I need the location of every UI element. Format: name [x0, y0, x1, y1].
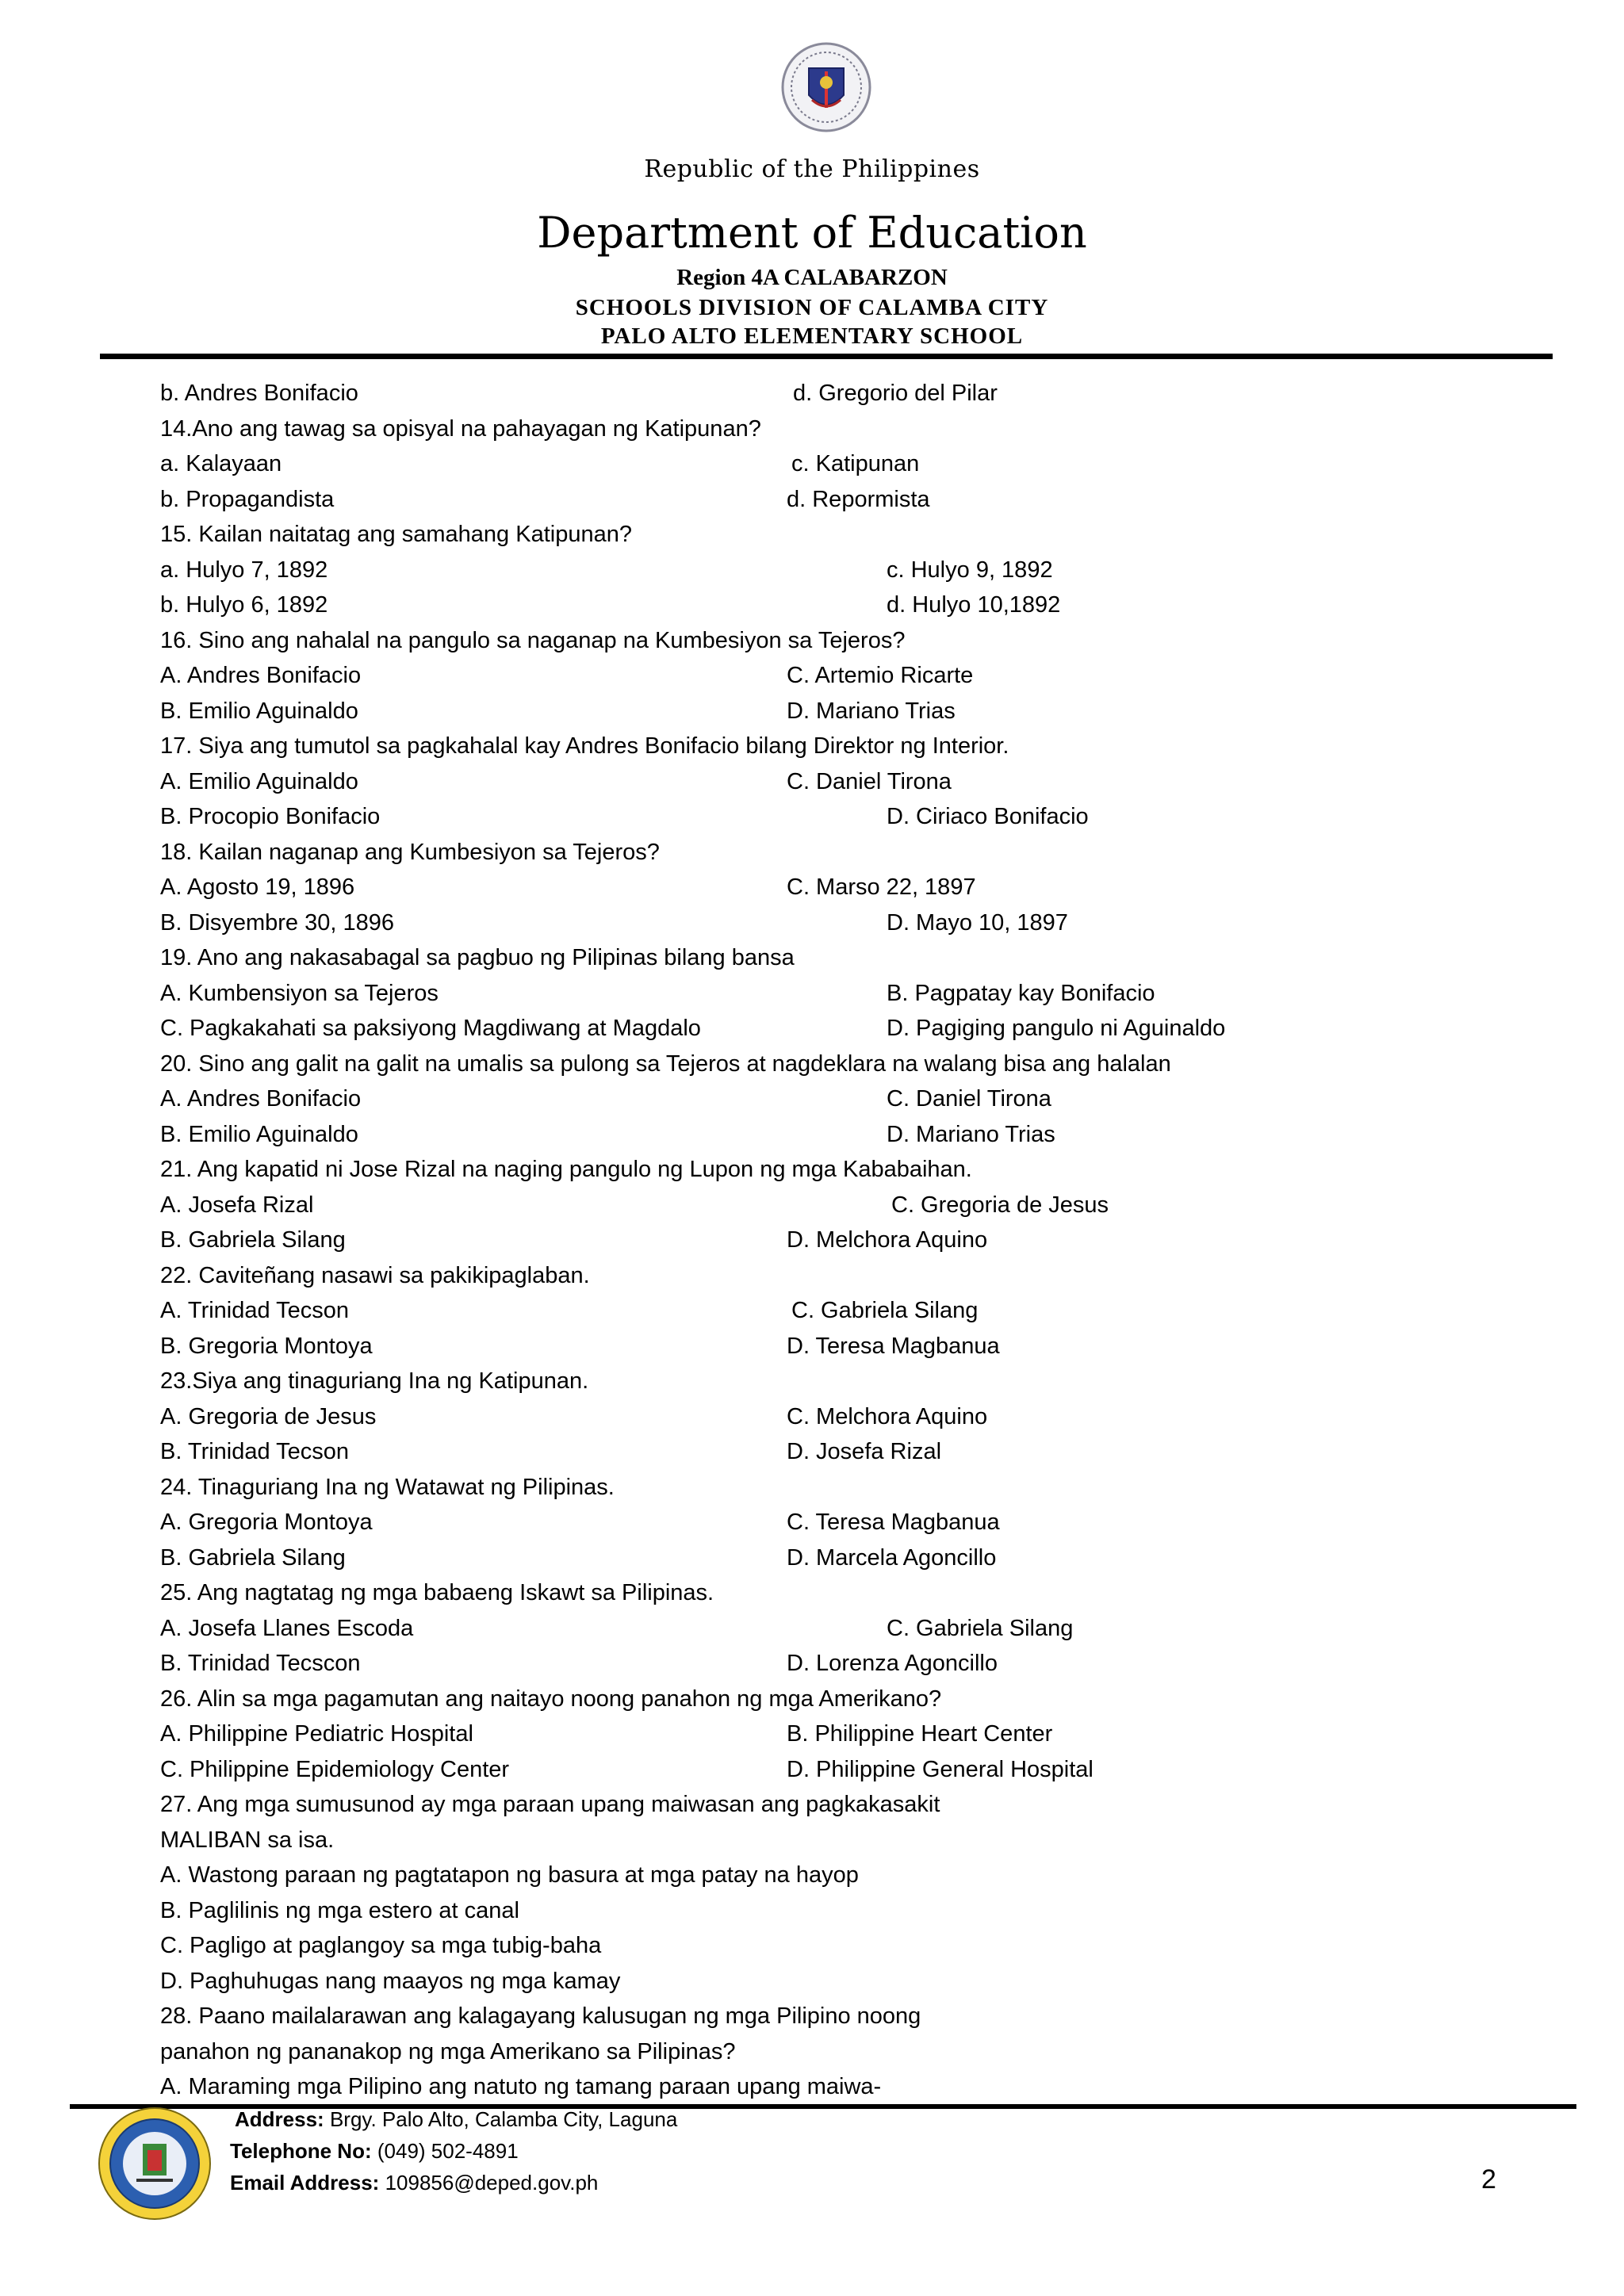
choice-left: A. Philippine Pediatric Hospital — [160, 1721, 473, 1747]
page-number: 2 — [1481, 2164, 1496, 2195]
question-text: 23.Siya ang tinaguriang Ina ng Katipunan. — [160, 1368, 589, 1394]
choice-row — [0, 764, 1624, 800]
choice-row — [0, 799, 1624, 835]
choice-row — [0, 1117, 1624, 1153]
choice-row — [0, 1540, 1624, 1576]
choice-left: b. Hulyo 6, 1892 — [160, 592, 328, 618]
question-line — [0, 1258, 1624, 1294]
choice-row — [0, 1611, 1624, 1647]
choice-right: D. Mariano Trias — [787, 698, 956, 724]
question-text: 18. Kailan naganap ang Kumbesiyon sa Tejeros? — [160, 839, 660, 865]
email-value: 109856@deped.gov.ph — [385, 2171, 599, 2195]
choice-left: A. Emilio Aguinaldo — [160, 768, 358, 794]
choice-right: D. Josefa Rizal — [787, 1439, 942, 1464]
question-text: D. Paghuhugas nang maayos ng mga kamay — [160, 1968, 621, 1994]
choice-left: b. Propagandista — [160, 486, 335, 512]
question-line — [0, 2069, 1624, 2105]
choice-left: B. Emilio Aguinaldo — [160, 698, 358, 724]
choice-left: C. Pagkakahati sa paksiyong Magdiwang at Magdalo — [160, 1016, 701, 1041]
choice-right: C. Gregoria de Jesus — [891, 1192, 1109, 1218]
choice-row — [0, 1223, 1624, 1258]
question-line — [0, 1682, 1624, 1717]
question-text: 22. Caviteñang nasawi sa pakikipaglaban. — [160, 1262, 590, 1288]
question-text: 16. Sino ang nahalal na pangulo sa naganap na Kumbesiyon sa Tejeros? — [160, 627, 906, 653]
question-line — [0, 1575, 1624, 1611]
choice-right: c. Katipunan — [791, 451, 920, 476]
choice-row — [0, 1434, 1624, 1470]
choice-row — [0, 976, 1624, 1012]
choice-left: B. Disyembre 30, 1896 — [160, 909, 394, 936]
choice-row — [0, 1188, 1624, 1223]
choice-row — [0, 1293, 1624, 1329]
choice-right: D. Teresa Magbanua — [787, 1333, 1000, 1359]
republic-heading: Republic of the Philippines — [644, 155, 980, 183]
region-heading: Region 4A CALABARZON — [676, 265, 948, 290]
choice-row — [0, 1011, 1624, 1047]
choice-left: B. Gabriela Silang — [160, 1544, 346, 1571]
choice-row — [0, 1399, 1624, 1435]
footer-email — [230, 2171, 598, 2195]
choice-right: C. Daniel Tirona — [887, 1086, 1051, 1112]
question-text: 15. Kailan naitatag ang samahang Katipunan? — [160, 522, 632, 547]
address-label: Address: — [235, 2107, 324, 2131]
choice-right: D. Marcela Agoncillo — [787, 1544, 997, 1571]
question-text: 24. Tinaguriang Ina ng Watawat ng Pilipinas. — [160, 1474, 615, 1500]
choice-row — [0, 1716, 1624, 1752]
choice-right: C. Melchora Aquino — [787, 1403, 988, 1429]
choice-row — [0, 870, 1624, 905]
choice-left: A. Josefa Llanes Escoda — [160, 1615, 414, 1641]
question-text: 17. Siya ang tumutol sa pagkahalal kay Andres Bonifacio bilang Direktor ng Interior. — [160, 733, 1009, 759]
phone-label: Telephone No: — [230, 2139, 372, 2163]
choice-left: A. Gregoria de Jesus — [160, 1403, 377, 1429]
question-text: A. Maraming mga Pilipino ang natuto ng tamang paraan upang maiwa- — [160, 2074, 882, 2099]
question-text: 26. Alin sa mga pagamutan ang naitayo noong panahon ng mga Amerikano? — [160, 1686, 942, 1712]
choice-row — [0, 658, 1624, 694]
choice-left: a. Hulyo 7, 1892 — [160, 557, 328, 583]
choice-left: B. Emilio Aguinaldo — [160, 1121, 358, 1147]
choice-row — [0, 905, 1624, 941]
choice-right: D. Lorenza Agoncillo — [787, 1651, 998, 1676]
question-line — [0, 2034, 1624, 2070]
question-line — [0, 835, 1624, 871]
choice-row — [0, 482, 1624, 518]
header-divider — [100, 354, 1553, 359]
choice-row — [0, 694, 1624, 729]
question-line — [0, 940, 1624, 976]
question-line — [0, 1964, 1624, 1999]
question-text: 21. Ang kapatid ni Jose Rizal na naging pangulo ng Lupon ng mga Kababaihan. — [160, 1157, 972, 1182]
department-heading: Department of Education — [537, 208, 1087, 258]
choice-left: B. Procopio Bonifacio — [160, 804, 381, 829]
question-line — [0, 1858, 1624, 1893]
question-text: 19. Ano ang nakasabagal sa pagbuo ng Pilipinas bilang bansa — [160, 945, 795, 970]
question-text: B. Paglilinis ng mga estero at canal — [160, 1897, 519, 1923]
choice-left: B. Trinidad Tecson — [160, 1439, 350, 1464]
choice-row — [0, 376, 1624, 411]
question-line — [0, 1999, 1624, 2034]
choice-right: B. Pagpatay kay Bonifacio — [887, 980, 1155, 1006]
choice-left: A. Andres Bonifacio — [160, 1086, 362, 1112]
school-heading: PALO ALTO ELEMENTARY SCHOOL — [600, 323, 1024, 349]
choice-right: D. Ciriaco Bonifacio — [887, 804, 1089, 829]
choice-left: B. Trinidad Tecscon — [160, 1651, 361, 1676]
choice-right: C. Teresa Magbanua — [787, 1510, 1000, 1535]
question-line — [0, 1470, 1624, 1506]
choice-right: D. Mariano Trias — [887, 1121, 1055, 1147]
question-text: 25. Ang nagtatag ng mga babaeng Iskawt sa Pilipinas. — [160, 1580, 714, 1605]
footer-address — [235, 2107, 677, 2132]
choice-right: D. Philippine General Hospital — [787, 1756, 1094, 1782]
deped-seal-logo — [780, 41, 872, 133]
question-line — [0, 1928, 1624, 1964]
question-line — [0, 1823, 1624, 1858]
question-text: 14.Ano ang tawag sa opisyal na pahayagan ng Katipunan? — [160, 415, 761, 442]
choice-right: d. Gregorio del Pilar — [793, 381, 998, 406]
school-seal-logo — [97, 2106, 213, 2221]
choice-left: b. Andres Bonifacio — [160, 381, 358, 406]
choice-left: a. Kalayaan — [160, 451, 282, 476]
question-line — [0, 1787, 1624, 1823]
footer-phone — [230, 2139, 519, 2164]
question-text: C. Pagligo at paglangoy sa mga tubig-baha — [160, 1933, 602, 1958]
choice-row — [0, 1505, 1624, 1540]
question-text: panahon ng pananakop ng mga Amerikano sa Pilipinas? — [160, 2038, 736, 2064]
phone-value: (049) 502-4891 — [377, 2139, 519, 2163]
choice-right: D. Mayo 10, 1897 — [887, 909, 1068, 936]
question-line — [0, 729, 1624, 764]
choice-right: D. Pagiging pangulo ni Aguinaldo — [887, 1016, 1226, 1041]
question-line — [0, 1152, 1624, 1188]
choice-row — [0, 446, 1624, 482]
question-text: 20. Sino ang galit na galit na umalis sa pulong sa Tejeros at nagdeklara na walang bisa ang halalan — [160, 1050, 1171, 1077]
choice-right: C. Marso 22, 1897 — [787, 874, 976, 900]
question-line — [0, 1047, 1624, 1082]
choice-left: A. Josefa Rizal — [160, 1192, 314, 1218]
choice-row — [0, 1081, 1624, 1117]
choice-left: A. Trinidad Tecson — [160, 1298, 350, 1323]
choice-row — [0, 1752, 1624, 1788]
choice-left: A. Agosto 19, 1896 — [160, 874, 355, 900]
choice-row — [0, 587, 1624, 623]
choice-right: d. Hulyo 10,1892 — [887, 592, 1061, 618]
choice-right: C. Gabriela Silang — [791, 1298, 979, 1323]
email-label: Email Address: — [230, 2171, 380, 2195]
choice-left: B. Gregoria Montoya — [160, 1333, 373, 1359]
question-text: 27. Ang mga sumusunod ay mga paraan upang maiwasan ang pagkakasakit — [160, 1792, 940, 1817]
choice-left: A. Kumbensiyon sa Tejeros — [160, 980, 439, 1006]
choice-right: C. Gabriela Silang — [887, 1615, 1074, 1641]
question-line — [0, 623, 1624, 659]
question-text: 28. Paano mailalarawan ang kalagayang kalusugan ng mga Pilipino noong — [160, 2003, 921, 2029]
choice-right: d. Repormista — [787, 486, 930, 512]
question-line — [0, 1364, 1624, 1399]
question-line — [0, 411, 1624, 447]
choice-right: C. Artemio Ricarte — [787, 663, 974, 688]
question-text: A. Wastong paraan ng pagtatapon ng basura at mga patay na hayop — [160, 1862, 859, 1888]
choice-right: c. Hulyo 9, 1892 — [887, 557, 1053, 583]
division-heading: SCHOOLS DIVISION OF CALAMBA CITY — [575, 295, 1049, 320]
question-line — [0, 517, 1624, 553]
choice-right: B. Philippine Heart Center — [787, 1721, 1053, 1747]
exam-content — [0, 376, 1624, 2105]
question-line — [0, 1893, 1624, 1929]
choice-left: B. Gabriela Silang — [160, 1227, 346, 1253]
address-value: Brgy. Palo Alto, Calamba City, Laguna — [329, 2107, 678, 2131]
choice-row — [0, 1646, 1624, 1682]
choice-left: A. Andres Bonifacio — [160, 663, 362, 688]
choice-row — [0, 553, 1624, 588]
choice-row — [0, 1329, 1624, 1364]
choice-left: C. Philippine Epidemiology Center — [160, 1756, 510, 1782]
question-text: MALIBAN sa isa. — [160, 1827, 335, 1853]
choice-right: C. Daniel Tirona — [787, 768, 952, 794]
choice-right: D. Melchora Aquino — [787, 1227, 988, 1253]
choice-left: A. Gregoria Montoya — [160, 1510, 373, 1535]
